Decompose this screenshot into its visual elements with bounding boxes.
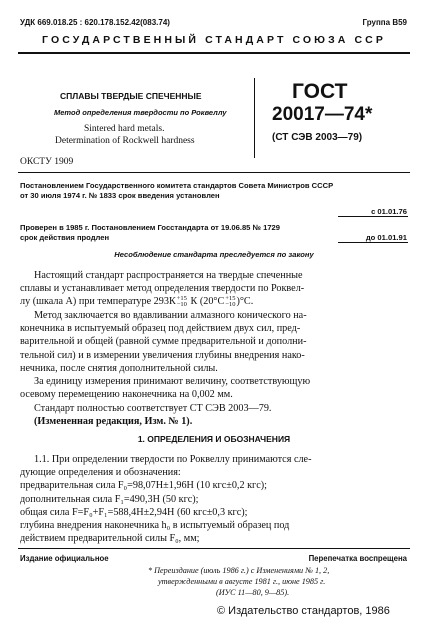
group-code: Группа В59 (362, 18, 407, 27)
decree-line-1: Постановлением Государственного комитета стандартов Совета Министров СССР (20, 181, 334, 190)
footnote-line-2: утвержденными в августе 1981 г., июне 1985 г. (158, 577, 326, 586)
subtitle-ru: Метод определения твердости по Роквеллу (54, 108, 227, 117)
text-line: Метод заключается во вдавливании алмазного конического на- (34, 310, 307, 321)
text-line: действием предварительной силы F₀, мм; (20, 533, 200, 545)
text-line: Настоящий стандарт распространяется на твердые спеченные (34, 270, 303, 281)
st-sev: (СТ СЭВ 2003—79) (272, 132, 363, 143)
text-line: предварительная сила F₀=98,07Н±1,96Н (10 кгс±0,2 кгс); (20, 480, 267, 492)
copyright: © Издательство стандартов, 1986 (217, 605, 390, 617)
footer-rule (18, 548, 410, 549)
title-ru: СПЛАВЫ ТВЕРДЫЕ СПЕЧЕННЫЕ (60, 91, 202, 101)
section-heading: 1. ОПРЕДЕЛЕНИЯ И ОБОЗНАЧЕНИЯ (137, 434, 291, 444)
gost-label: ГОСТ (292, 80, 348, 103)
legal-notice: Несоблюдение стандарта преследуется по закону (114, 250, 314, 259)
text-part: )°С. (236, 296, 254, 308)
tolerance-lower: −10 (176, 301, 187, 309)
decree-date-1: с 01.01.76 (371, 207, 407, 216)
text-part: лу (шкала А) при температуре 293К (20, 296, 176, 308)
text-line: тельной сил) и в измерении увеличения глубины внедрения нако- (20, 349, 305, 361)
footnote-line-1: * Переиздание (июль 1986 г.) с Изменениями № 1, 2, (148, 566, 330, 575)
intro-paragraph-1 (20, 269, 404, 309)
tolerance (225, 296, 235, 308)
text-line: Стандарт полностью соответствует СТ СЭВ 2003—79. (34, 403, 272, 414)
decree-line-4: срок действия продлен (20, 233, 110, 242)
text-line: конечника в испытуемый образец под действием двух сил, пред- (20, 323, 301, 335)
text-line: варительной и общей (равной сумме предварительной и дополни- (20, 336, 307, 348)
text-line: (Измененная редакция, Изм. № 1). (34, 416, 193, 428)
text-line: За единицу измерения принимают величину, соответствующую (34, 376, 311, 387)
banner: ГОСУДАРСТВЕННЫЙ СТАНДАРТ СОЮЗА ССР (42, 34, 386, 46)
gost-number: 20017—74* (272, 104, 373, 125)
text-line: 1.1. При определении твердости по Роквеллу принимаются сле- (34, 454, 312, 465)
official-edition: Издание официальное (20, 554, 109, 563)
intro-paragraph-4 (20, 402, 404, 428)
text-line: сплавы и устанавливает метод определения твердости по Роквел- (20, 283, 305, 295)
text-line: дополнительная сила F₁=490,3Н (50 кгс); (20, 493, 199, 505)
date-1-rule (338, 216, 408, 217)
text-line (20, 295, 404, 308)
tolerance-upper: +15 (176, 295, 187, 303)
intro-paragraph-3 (20, 375, 404, 401)
footnote-line-3: (ИУС 11—80, 9—85). (216, 588, 290, 597)
banner-rule (18, 52, 410, 54)
text-line: глубина внедрения наконечника h₀ в испытуемый образец под (20, 520, 290, 532)
decree-date-2: до 01.01.91 (365, 233, 407, 242)
title-en-2: Determination of Rockwell hardness (55, 136, 195, 146)
tolerance-lower: −10 (225, 301, 236, 309)
title-en-1: Sintered hard metals. (84, 124, 165, 134)
reprint-notice: Перепечатка воспрещена (308, 554, 407, 563)
section-1-body (20, 453, 404, 545)
okstu: ОКСТУ 1909 (20, 157, 74, 167)
text-line: осевому перемещению наконечника на 0,002 мм. (20, 389, 233, 401)
text-line: нечника, после снятия дополнительной силы. (20, 362, 218, 374)
intro-paragraph-2 (20, 309, 404, 375)
text-line: общая сила F=F₀+F₁=588,4Н±2,94Н (60 кгс±0,3 кгс); (20, 506, 248, 518)
text-part: К (20°С (187, 296, 225, 308)
decree-line-3: Проверен в 1985 г. Постановлением Госстандарта от 19.06.85 № 1729 (20, 223, 280, 232)
text-line: дующие определения и обозначения: (20, 467, 181, 479)
title-divider (254, 78, 255, 158)
tolerance (177, 296, 187, 308)
tolerance-upper: +15 (225, 295, 236, 303)
udk-code: УДК 669.018.25 : 620.178.152.42(083.74) (20, 18, 170, 27)
date-2-rule (338, 242, 408, 243)
title-rule (18, 172, 410, 173)
decree-line-2: от 30 июля 1974 г. № 1833 срок введения установлен (20, 191, 220, 200)
